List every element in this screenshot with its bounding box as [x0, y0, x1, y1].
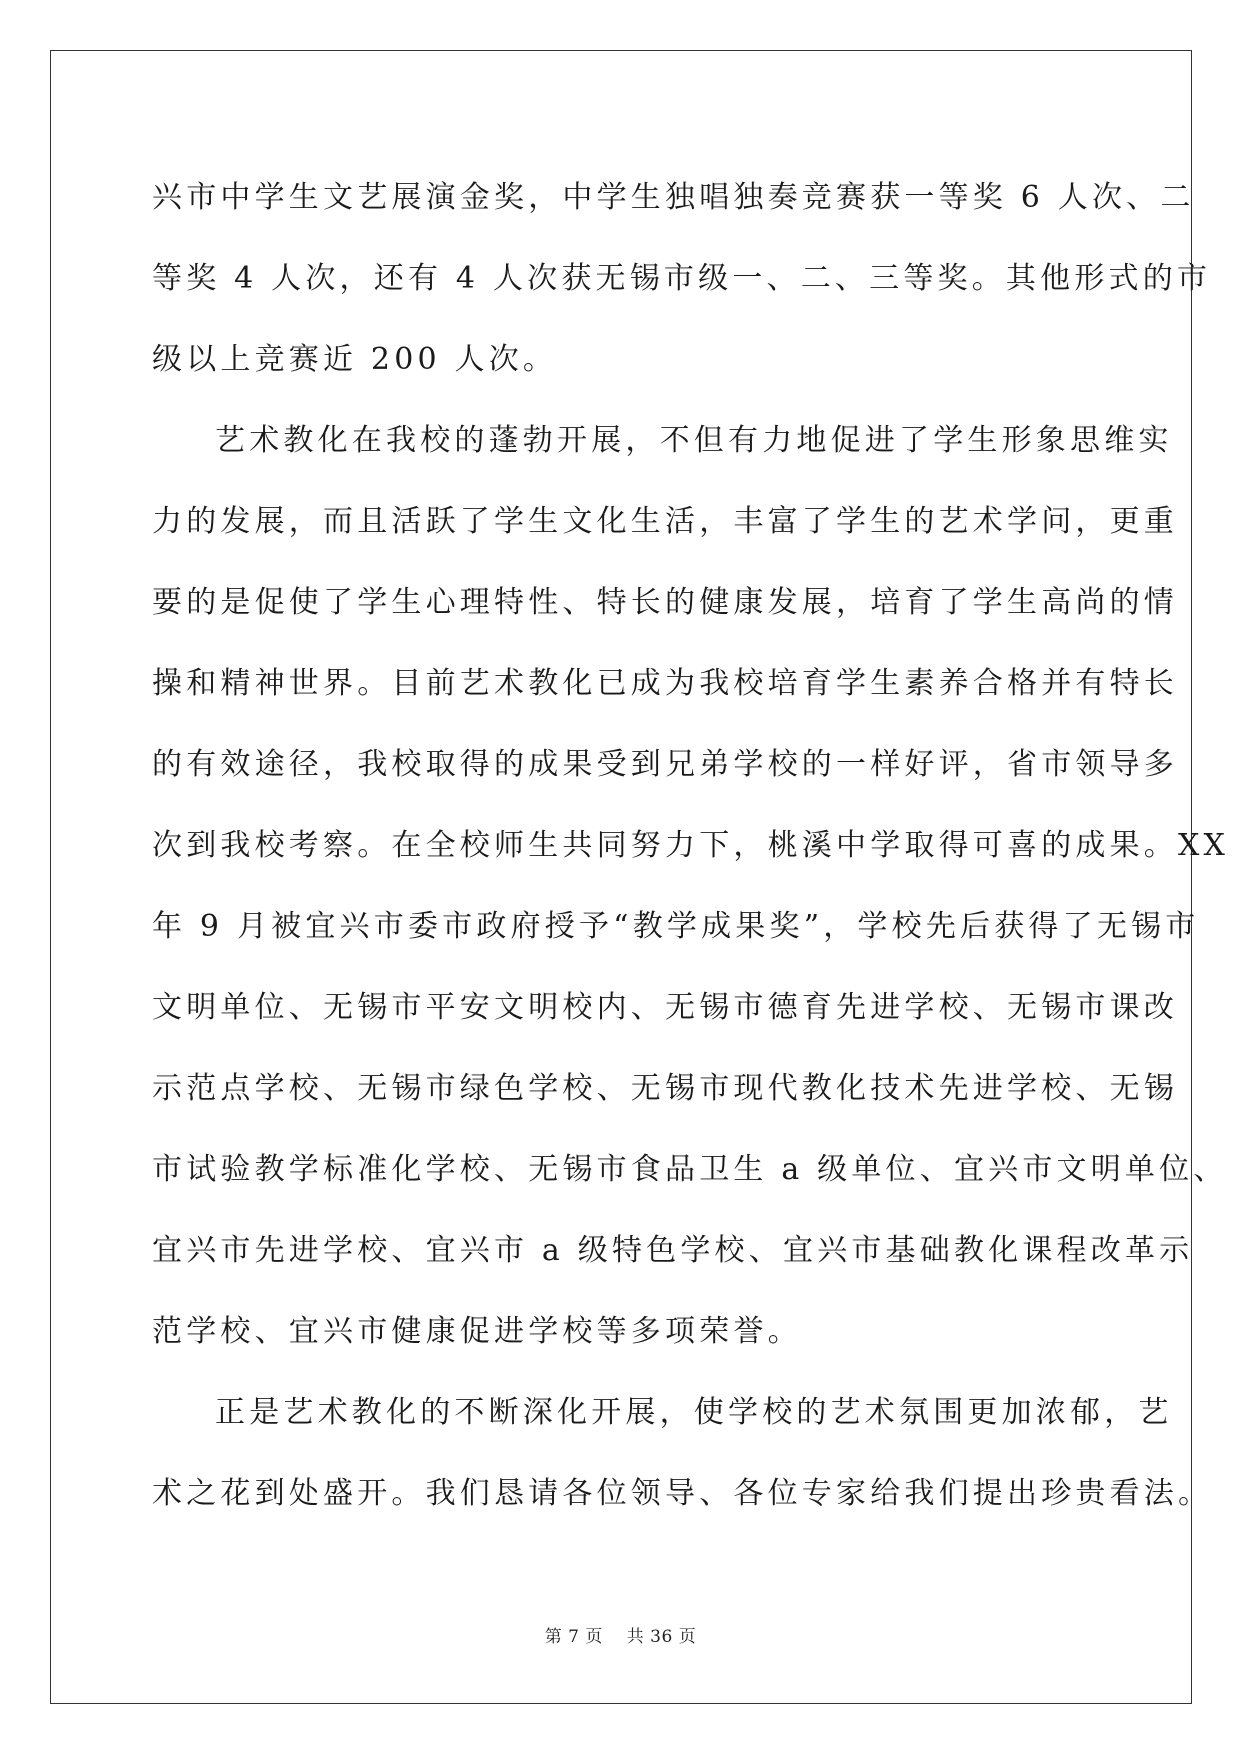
paragraph-first-line: 正是艺术教化的不断深化开展，使学校的艺术氛围更加浓郁，艺	[215, 1395, 1173, 1430]
text-line: 年 9 月被宜兴市委市政府授予“教学成果奖”，学校先后获得了无锡市	[152, 909, 1200, 944]
text-line: 兴市中学生文艺展演金奖，中学生独唱独奏竞赛获一等奖 6 人次、二	[152, 180, 1195, 215]
text-line: 宜兴市先进学校、宜兴市 a 级特色学校、宜兴市基础教化课程改革示	[152, 1233, 1194, 1268]
page-footer	[0, 1622, 1241, 1647]
text-line: 术之花到处盛开。我们恳请各位领导、各位专家给我们提出珍贵看法。	[152, 1476, 1213, 1511]
page-number: 第 7 页	[544, 1627, 603, 1647]
paragraph-first-line: 艺术教化在我校的蓬勃开展，不但有力地促进了学生形象思维实	[215, 423, 1173, 458]
text-line: 等奖 4 人次，还有 4 人次获无锡市级一、二、三等奖。其他形式的市	[152, 261, 1212, 296]
text-line: 示范点学校、无锡市绿色学校、无锡市现代教化技术先进学校、无锡	[152, 1071, 1178, 1106]
page-total: 共 36 页	[626, 1627, 697, 1647]
text-line: 次到我校考察。在全校师生共同努力下，桃溪中学取得可喜的成果。XX	[152, 828, 1230, 863]
text-line: 文明单位、无锡市平安文明校内、无锡市德育先进学校、无锡市课改	[152, 990, 1178, 1025]
text-line: 级以上竞赛近 200 人次。	[152, 342, 558, 377]
text-line: 要的是促使了学生心理特性、特长的健康发展，培育了学生高尚的情	[152, 585, 1178, 620]
text-line: 范学校、宜兴市健康促进学校等多项荣誉。	[152, 1314, 802, 1349]
text-line: 力的发展，而且活跃了学生文化生活，丰富了学生的艺术学问，更重	[152, 504, 1178, 539]
document-body	[152, 157, 1230, 1534]
text-line: 操和精神世界。目前艺术教化已成为我校培育学生素养合格并有特长	[152, 666, 1178, 701]
text-line: 市试验教学标准化学校、无锡市食品卫生 a 级单位、宜兴市文明单位、	[152, 1152, 1228, 1187]
text-line: 的有效途径，我校取得的成果受到兄弟学校的一样好评，省市领导多	[152, 747, 1178, 782]
